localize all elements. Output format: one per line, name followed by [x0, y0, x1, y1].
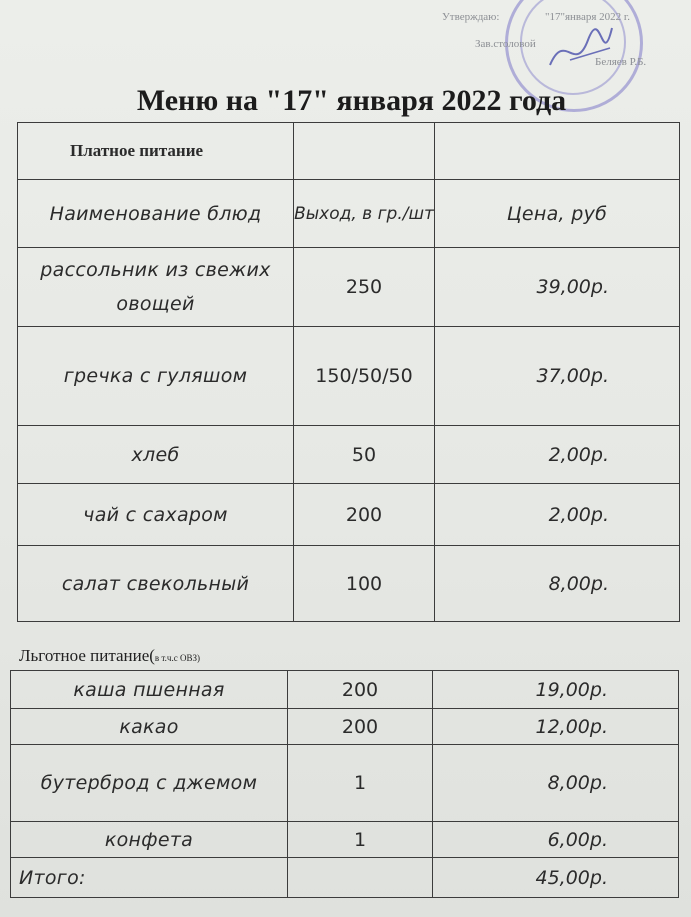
- approval-date: "17"января 2022 г.: [545, 11, 630, 23]
- dish-name: гречка с гуляшом: [18, 327, 294, 426]
- approver-position: Зав.столовой: [475, 38, 536, 50]
- section-title: Платное питание: [18, 123, 294, 180]
- preferential-meals-table: [10, 670, 679, 898]
- column-header-price: Цена, руб: [435, 180, 680, 248]
- total-value: 45,00р.: [433, 858, 679, 898]
- dish-price: 8,00р.: [433, 745, 679, 822]
- dish-name: каша пшенная: [11, 671, 288, 709]
- dish-portion: 150/50/50: [294, 327, 435, 426]
- dish-portion: 100: [294, 546, 435, 622]
- dish-portion: 50: [294, 426, 435, 484]
- table-row: [11, 671, 679, 709]
- dish-name: хлеб: [18, 426, 294, 484]
- column-header-dish: Наименование блюд: [18, 180, 294, 248]
- dish-portion: 250: [294, 248, 435, 327]
- table-row: [11, 745, 679, 822]
- column-header-portion: Выход, в гр./шт: [294, 180, 435, 248]
- dish-name: какао: [11, 709, 288, 745]
- dish-portion: 1: [288, 822, 433, 858]
- signature: [540, 20, 620, 80]
- paid-meals-table: [17, 122, 680, 622]
- column-header-row: [18, 180, 680, 248]
- preferential-section-title: Льготное питание(в т.ч.с ОВЗ): [19, 646, 200, 665]
- dish-name: чай с сахаром: [18, 484, 294, 546]
- dish-name: конфета: [11, 822, 288, 858]
- dish-price: 2,00р.: [435, 484, 680, 546]
- dish-price: 12,00р.: [433, 709, 679, 745]
- dish-name: рассольник из свежих овощей: [18, 248, 294, 327]
- table-row: [18, 484, 680, 546]
- section-header-row: [18, 123, 680, 180]
- dish-price: 6,00р.: [433, 822, 679, 858]
- page-title: Меню на "17" января 2022 года: [136, 84, 567, 117]
- dish-price: 39,00р.: [435, 248, 680, 327]
- dish-price: 19,00р.: [433, 671, 679, 709]
- table-row: [11, 822, 679, 858]
- preferential-note: в т.ч.с ОВЗ): [154, 653, 200, 663]
- dish-portion: 200: [294, 484, 435, 546]
- dish-price: 37,00р.: [435, 327, 680, 426]
- dish-portion: 200: [288, 671, 433, 709]
- dish-portion: 1: [288, 745, 433, 822]
- total-row: [11, 858, 679, 898]
- total-label: Итого:: [11, 858, 288, 898]
- table-row: [18, 248, 680, 327]
- dish-name: салат свекольный: [18, 546, 294, 622]
- dish-price: 8,00р.: [435, 546, 680, 622]
- approval-label: Утверждаю:: [442, 11, 500, 23]
- dish-price: 2,00р.: [435, 426, 680, 484]
- dish-portion: 200: [288, 709, 433, 745]
- table-row: [18, 426, 680, 484]
- approver-name: Беляев Р.Б.: [595, 56, 647, 68]
- table-row: [18, 546, 680, 622]
- table-row: [18, 327, 680, 426]
- dish-name: бутерброд с джемом: [11, 745, 288, 822]
- table-row: [11, 709, 679, 745]
